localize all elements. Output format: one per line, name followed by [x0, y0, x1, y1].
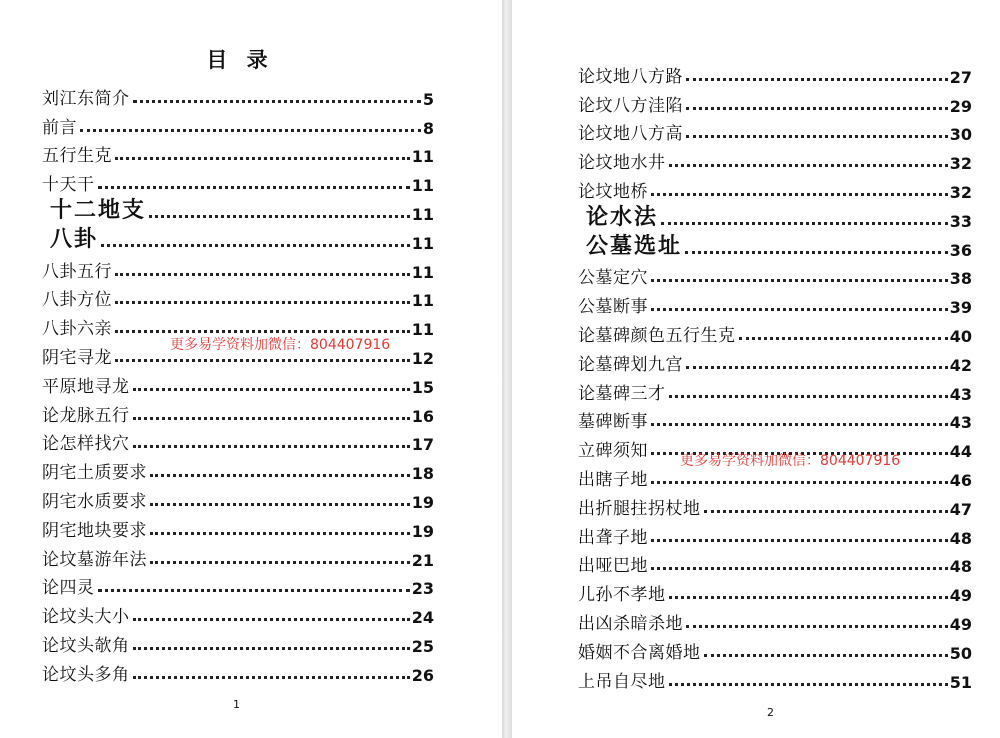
- dot-leader: [150, 474, 410, 477]
- toc-entry-page: 49: [949, 614, 972, 634]
- dot-leader: [150, 503, 410, 506]
- toc-entry-label: 五行生克: [42, 146, 112, 167]
- toc-entry: [42, 598, 434, 627]
- toc-entry-page: 8: [422, 118, 434, 138]
- toc-entry-label: 论怎样找穴: [42, 434, 130, 455]
- dot-leader: [651, 193, 948, 196]
- page-number: 1: [233, 698, 240, 711]
- toc-entry-label: 十天干: [42, 175, 95, 196]
- toc-entry-label: 上吊自尽地: [578, 671, 666, 692]
- toc-entry: [578, 231, 972, 260]
- toc-entry: [42, 656, 434, 685]
- toc-entry-page: 39: [949, 298, 972, 318]
- toc-entry-label: 出折腿拄拐杖地: [578, 498, 701, 519]
- toc-entry: [578, 576, 972, 605]
- dot-leader: [133, 618, 410, 621]
- dot-leader: [686, 135, 948, 138]
- toc-entry: [578, 173, 972, 202]
- dot-leader: [669, 683, 948, 686]
- toc-entry-label: 出哑巴地: [578, 556, 648, 577]
- toc-entry-page: 11: [411, 204, 434, 224]
- toc-entry-page: 11: [411, 233, 434, 253]
- toc-entry: [578, 663, 972, 692]
- toc-entry-page: 27: [949, 67, 972, 87]
- toc-entry-label: 论坟地水井: [578, 153, 666, 174]
- toc-entry-label: 八卦五行: [42, 261, 112, 282]
- toc-entry-page: 44: [949, 442, 972, 462]
- dot-leader: [686, 625, 948, 628]
- dot-leader: [115, 330, 410, 333]
- toc-entry-label: 论四灵: [42, 578, 95, 599]
- dot-leader: [150, 561, 410, 564]
- toc-entry: [42, 80, 434, 109]
- toc-entry: [578, 634, 972, 663]
- toc-entry-label: 论坟八方洼陷: [578, 95, 683, 116]
- dot-leader: [651, 279, 948, 282]
- dot-leader: [133, 445, 410, 448]
- toc-entry-page: 42: [949, 355, 972, 375]
- dot-leader: [651, 481, 948, 484]
- toc-entry-label: 论墓碑颜色五行生克: [578, 325, 736, 346]
- toc-entry-label: 婚姻不合离婚地: [578, 642, 701, 663]
- toc-entry-label: 阴宅地块要求: [42, 520, 147, 541]
- toc-entry: [42, 195, 434, 224]
- toc-entry-label: 八卦六亲: [42, 319, 112, 340]
- dot-leader: [98, 589, 410, 592]
- toc-entry-page: 19: [411, 492, 434, 512]
- dot-leader: [115, 359, 410, 362]
- toc-entry: [578, 490, 972, 519]
- toc-entry-page: 17: [411, 435, 434, 455]
- toc-entry-page: 46: [949, 470, 972, 490]
- toc-entry: [578, 87, 972, 116]
- toc-entry: [42, 627, 434, 656]
- toc-entry: [578, 404, 972, 433]
- toc-entry: [42, 570, 434, 599]
- toc-entry-page: 32: [949, 182, 972, 202]
- toc-entry-label: 墓碑断事: [578, 412, 648, 433]
- dot-leader: [651, 567, 948, 570]
- toc-entry-page: 25: [411, 636, 434, 656]
- dot-leader: [651, 539, 948, 542]
- toc-entry-label: 公墓选址: [586, 233, 683, 259]
- toc-entry-page: 23: [411, 579, 434, 599]
- dot-leader: [661, 222, 948, 225]
- watermark-text: 更多易学资料加微信：804407916: [170, 337, 391, 353]
- toc-entry-page: 21: [411, 550, 434, 570]
- dot-leader: [80, 129, 421, 132]
- dot-leader: [669, 596, 948, 599]
- toc-entry-page: 48: [949, 528, 972, 548]
- toc-entry: [42, 224, 434, 253]
- toc-entry-page: 36: [949, 240, 972, 260]
- toc-entry-page: 11: [411, 320, 434, 340]
- toc-entry-page: 5: [422, 89, 434, 109]
- toc-entry-label: 论坟墓游年法: [42, 549, 147, 570]
- toc-entry-label: 八卦: [50, 226, 99, 252]
- toc-entry-page: 12: [411, 348, 434, 368]
- toc-entry-label: 出凶杀暗杀地: [578, 613, 683, 634]
- toc-list-right: [578, 58, 972, 692]
- toc-entry-label: 八卦方位: [42, 290, 112, 311]
- dot-leader: [133, 647, 410, 650]
- toc-entry-label: 立碑须知: [578, 441, 648, 462]
- toc-entry-page: 32: [949, 154, 972, 174]
- toc-entry-label: 十二地支: [50, 197, 147, 223]
- dot-leader: [686, 78, 948, 81]
- toc-entry: [42, 138, 434, 167]
- toc-entry-label: 出瞎子地: [578, 469, 648, 490]
- toc-entry-page: 19: [411, 521, 434, 541]
- toc-entry: [42, 483, 434, 512]
- dot-leader: [669, 395, 948, 398]
- dot-leader: [133, 100, 421, 103]
- toc-entry-label: 儿孙不孝地: [578, 585, 666, 606]
- toc-entry-page: 47: [949, 499, 972, 519]
- dot-leader: [149, 215, 410, 218]
- toc-entry-page: 30: [949, 125, 972, 145]
- toc-entry: [578, 58, 972, 87]
- toc-entry-label: 论坟地八方路: [578, 66, 683, 87]
- toc-entry: [42, 512, 434, 541]
- page-number: 2: [767, 706, 774, 719]
- toc-entry-label: 出聋子地: [578, 527, 648, 548]
- dot-leader: [685, 251, 948, 254]
- toc-entry: [42, 397, 434, 426]
- toc-entry: [578, 202, 972, 231]
- toc-entry-page: 38: [949, 269, 972, 289]
- toc-entry-label: 论坟头多角: [42, 664, 130, 685]
- toc-entry-page: 29: [949, 96, 972, 116]
- dot-leader: [704, 654, 948, 657]
- toc-entry: [42, 426, 434, 455]
- toc-list-left: [42, 80, 434, 685]
- toc-entry: [42, 253, 434, 282]
- toc-entry: [42, 166, 434, 195]
- toc-title: 目 录: [206, 48, 274, 72]
- toc-entry: [578, 519, 972, 548]
- dot-leader: [133, 417, 410, 420]
- toc-entry-label: 论坟地桥: [578, 181, 648, 202]
- toc-entry-page: 16: [411, 406, 434, 426]
- toc-entry-label: 阴宅水质要求: [42, 491, 147, 512]
- toc-entry: [42, 541, 434, 570]
- toc-entry: [578, 346, 972, 375]
- toc-entry: [578, 116, 972, 145]
- toc-entry-page: 40: [949, 326, 972, 346]
- dot-leader: [651, 308, 948, 311]
- toc-entry-label: 论坟头欹角: [42, 635, 130, 656]
- toc-entry-label: 论坟头大小: [42, 607, 130, 628]
- toc-entry-label: 前言: [42, 117, 77, 138]
- toc-entry-page: 48: [949, 557, 972, 577]
- toc-entry: [578, 605, 972, 634]
- dot-leader: [686, 107, 948, 110]
- toc-page-right: [512, 0, 1000, 738]
- toc-entry-label: 论龙脉五行: [42, 405, 130, 426]
- toc-entry-page: 24: [411, 608, 434, 628]
- dot-leader: [133, 388, 410, 391]
- dot-leader: [115, 157, 410, 160]
- dot-leader: [686, 366, 948, 369]
- toc-entry: [42, 109, 434, 138]
- dot-leader: [150, 532, 410, 535]
- toc-entry-page: 11: [411, 291, 434, 311]
- toc-entry: [42, 368, 434, 397]
- toc-entry-page: 15: [411, 377, 434, 397]
- dot-leader: [704, 510, 948, 513]
- toc-entry-label: 论墓碑三才: [578, 383, 666, 404]
- toc-entry-page: 50: [949, 643, 972, 663]
- watermark-text: 更多易学资料加微信：804407916: [680, 453, 901, 469]
- toc-entry-label: 公墓断事: [578, 297, 648, 318]
- dot-leader: [101, 244, 410, 247]
- toc-entry: [578, 144, 972, 173]
- toc-entry-label: 论水法: [586, 204, 659, 230]
- toc-entry-page: 11: [411, 176, 434, 196]
- toc-entry-page: 11: [411, 262, 434, 282]
- toc-entry-page: 18: [411, 464, 434, 484]
- toc-entry-label: 阴宅寻龙: [42, 347, 112, 368]
- toc-entry-label: 刘江东简介: [42, 88, 130, 109]
- toc-entry-page: 33: [949, 211, 972, 231]
- dot-leader: [651, 423, 948, 426]
- toc-entry: [578, 260, 972, 289]
- toc-entry-page: 49: [949, 586, 972, 606]
- toc-entry-label: 阴宅土质要求: [42, 463, 147, 484]
- dot-leader: [739, 337, 948, 340]
- toc-entry-page: 43: [949, 413, 972, 433]
- book-gutter: [502, 0, 512, 738]
- toc-entry-page: 51: [949, 672, 972, 692]
- toc-entry-label: 公墓定穴: [578, 268, 648, 289]
- toc-entry: [578, 375, 972, 404]
- toc-entry: [578, 317, 972, 346]
- toc-entry-page: 26: [411, 665, 434, 685]
- toc-entry: [42, 282, 434, 311]
- dot-leader: [115, 273, 410, 276]
- toc-entry-page: 43: [949, 384, 972, 404]
- toc-entry-page: 11: [411, 147, 434, 167]
- toc-entry-label: 论坟地八方高: [578, 124, 683, 145]
- toc-entry: [578, 288, 972, 317]
- toc-entry: [42, 454, 434, 483]
- dot-leader: [669, 164, 948, 167]
- dot-leader: [115, 301, 410, 304]
- toc-entry: [578, 548, 972, 577]
- toc-entry-label: 论墓碑划九宫: [578, 354, 683, 375]
- dot-leader: [98, 186, 410, 189]
- toc-entry-label: 平原地寻龙: [42, 376, 130, 397]
- dot-leader: [133, 676, 410, 679]
